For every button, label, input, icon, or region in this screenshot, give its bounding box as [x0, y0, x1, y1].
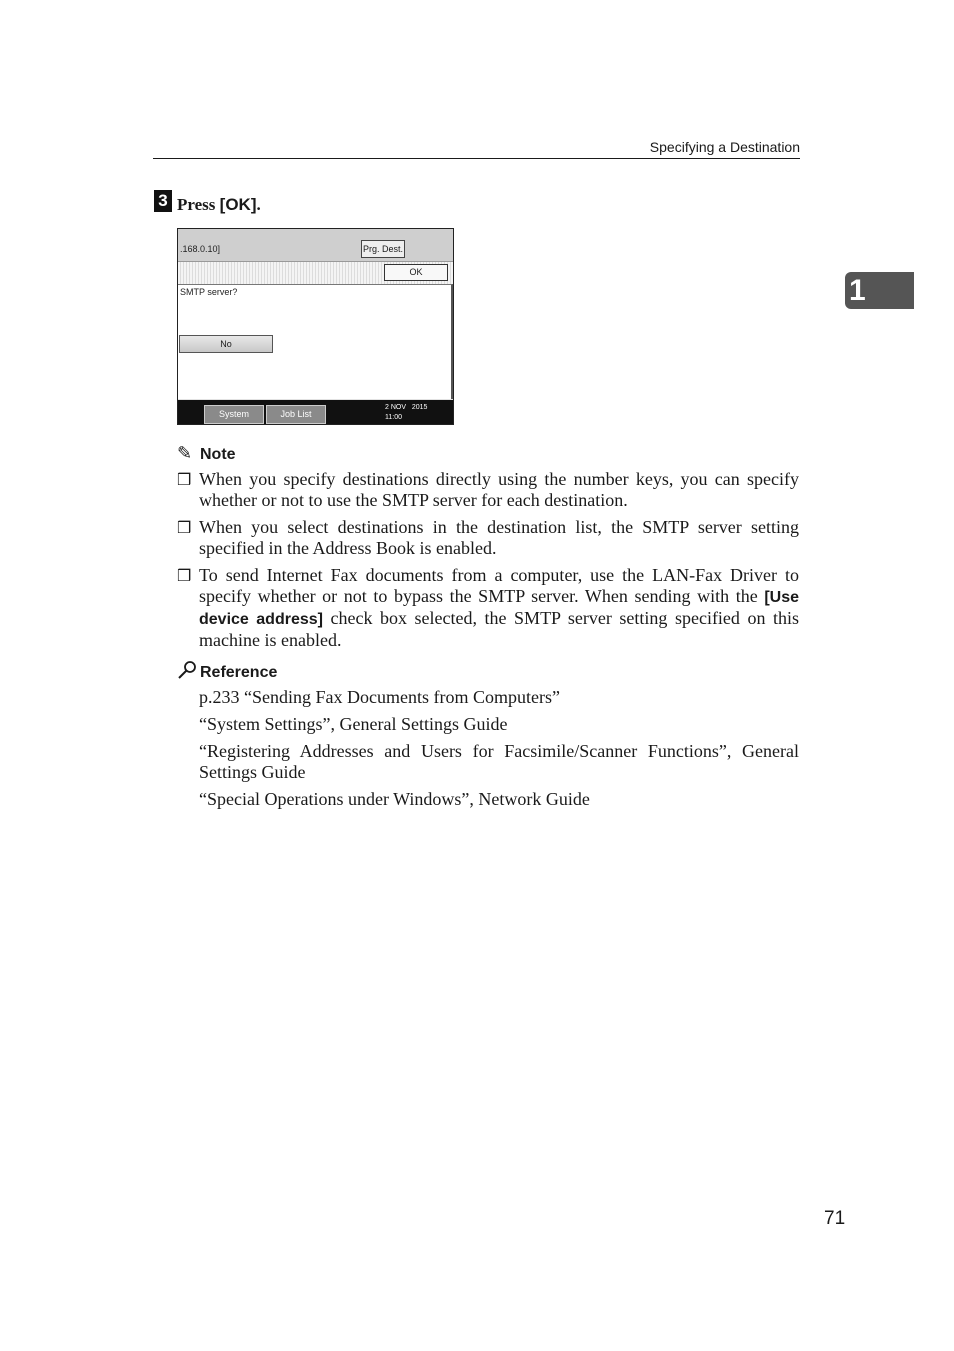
prg-dest-button[interactable]: Prg. Dest.: [361, 240, 405, 258]
reference-heading: Reference: [200, 664, 278, 681]
job-list-button[interactable]: Job List: [266, 405, 326, 424]
panel-date-time: 2 NOV 2015 11:00: [385, 404, 428, 421]
checkbox-bullet-icon: ❒: [177, 472, 192, 489]
reference-item: p.233 “Sending Fax Documents from Computers”: [199, 687, 560, 707]
magnifier-key-icon: [177, 660, 197, 685]
note-item-2: When you select destinations in the destination list, the SMTP server setting specified in the Address Book is enabled.: [199, 517, 799, 558]
use-device-address-label: [Use device address]: [199, 589, 799, 628]
magnifier-key-icon-svg: [177, 660, 197, 680]
step-prefix: Press: [177, 195, 220, 214]
panel-ip-address: .168.0.10]: [180, 244, 221, 254]
panel-no-button[interactable]: No: [179, 335, 273, 353]
note-item-3-after: check box selected, the SMTP server setting specified on this machine is enabled.: [199, 608, 799, 650]
header-rule: [153, 158, 800, 159]
checkbox-bullet-icon: ❒: [177, 568, 192, 585]
note-item-1: When you specify destinations directly using the number keys, you can specify whether or not to use the SMTP server for each destination.: [199, 469, 799, 510]
checkbox-bullet-icon: ❒: [177, 520, 192, 537]
panel-ok-button[interactable]: OK: [384, 264, 448, 281]
chapter-tab: 1: [845, 272, 914, 309]
reference-item: “Special Operations under Windows”, Network Guide: [199, 789, 590, 809]
pencil-icon: ✎: [177, 443, 193, 463]
note-item-3: [199, 565, 799, 651]
smtp-server-question: SMTP server?: [180, 287, 238, 297]
step-button-label: [OK]: [219, 195, 257, 214]
note-item-3-before: To send Internet Fax documents from a computer, use the LAN-Fax Driver to specify whether or not to bypass the SMTP server. When sending with the: [199, 565, 799, 606]
step-suffix: .: [256, 195, 261, 214]
reference-item: “System Settings”, General Settings Guide: [199, 714, 508, 734]
step-number-badge: 3: [154, 190, 172, 212]
step-instruction: [177, 195, 261, 215]
note-heading: Note: [200, 446, 236, 463]
control-panel-screenshot: [177, 228, 454, 436]
reference-item: “Registering Addresses and Users for Facsimile/Scanner Functions”, General Settings Guide: [199, 741, 799, 782]
page-number: 71: [824, 1208, 846, 1229]
system-status-button[interactable]: System Status: [204, 405, 264, 424]
running-header: Specifying a Destination: [649, 139, 800, 155]
